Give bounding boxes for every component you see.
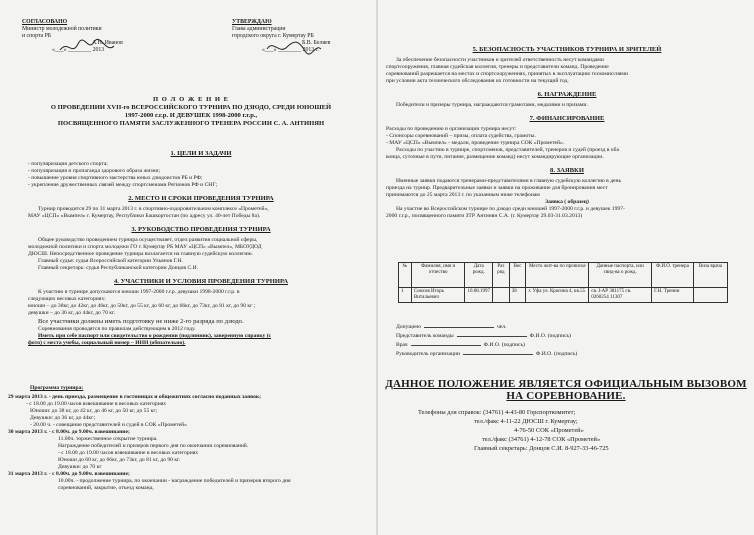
program-line: 10.00ч. - продолжение турнира, по окончании - награждение победителей и призеров второго дня [58,478,291,484]
table-cell: 10.08.1997 [465,288,493,303]
program-line: 29 марта 2013 г. - день приезда, размещение в гостиницах и общежитиях согласно поданных заявок; [8,394,261,400]
section7-line: конца, суточные в пути, питание, размещение команд) несут командирующие организации. [386,154,604,160]
section6-line: Победители и призеры турнира, награждаются грамотами, медалями и призами. [396,102,588,108]
section4-line: Иметь при себе паспорт или свидетельство о рождении (подлинник), заверенную справку (с [38,333,272,339]
section2-heading: 2. МЕСТО И СРОКИ ПРОВЕДЕНИЯ ТУРНИРА [128,195,274,202]
table-header-cell: Ф.И.О. тренера [652,263,694,288]
program-line: Девушки: до 70 кг [58,464,102,470]
table-cell [693,288,727,303]
program-line: Юноши до 60 кг, до 66кг, до 73кг, до 81 кг, до 90 кг. [58,457,181,463]
approval-left-date: «___» ________ 2013 [52,47,105,53]
section4-line: К участию в турнире допускаются юноши 1997-2000 г.г.р. девушки 1998-2000 г.г.р. в [38,289,240,295]
invitation-block [378,378,754,402]
program-block [8,385,376,492]
section5-line: За обеспечение безопасности участников и зрителей ответственность несут командами [396,57,604,63]
program-line: соревнований, закрытие, отъезд команд. [58,485,154,491]
table-cell [492,288,509,303]
section4-line: фото) с места учебы, социальный номер – ИНН (обязательно). [28,340,186,346]
contact-line: Телефоны для справок: (34761) 4-43-80 Горспорткомитет; [418,409,576,416]
signature-lines [396,322,736,358]
table-header-cell: Место жит-ва по прописке [526,263,589,288]
table-header-cell: Данные паспорта, или свид-ва о рожд. [589,263,652,288]
program-line: - с 18.00 до 19.00 часов взвешивание в весовых категориях [26,401,167,407]
section8-line: приезда на турнир. Предварительные заявки и заявки на проживание для бронирования мест [386,185,608,191]
right-column [378,0,754,535]
signature-line [396,331,736,340]
section6-heading: 6. НАГРАЖДЕНИЕ [537,91,597,98]
program-line: 31 марта 2013 г. - с 8.00ч. до 9.00ч. взвешивание; [8,471,130,477]
program-line: Девушки: до 36 кг, до 44кг; [30,415,95,421]
table-cell: Г.Н. Тренин [652,288,694,303]
section4-heading: 4. УЧАСТНИКИ И УСЛОВИЯ ПРОВЕДЕНИЯ ТУРНИРА [114,278,288,285]
section3-line: Общее руководство проведением турнира осуществляет, отдел развития социальной сферы, [38,237,258,243]
invitation-line2: НА СОРЕВНОВАНИЕ. [506,390,626,402]
table-header-cell: Фамилия, имя и отчество [411,263,465,288]
sample-text: 2000 г.г.р., посвященного памяти ЗТР Антинян С.А. (г. Кумертау 29.03-31.03.2013) [386,213,583,219]
section8-line: принимаются до 25 марта 2013 г. по указанным ниже телефонам [386,192,540,198]
section3-line: молодежной политики и спорта молодежи ГО г. Кумертау РБ МАУ «ЦСП» «Вымпел», МБОУДОД [28,244,262,250]
contact-line: 4-76-50 СОК «Прометей» [514,427,584,434]
signature-line-label: Руководитель организации [396,351,460,357]
section2-line: МАУ «ЦСП» «Вымпел» г. Кумертау, Республики Башкортостан (по адресу ул. 40-лет Победы 8а). [28,213,261,219]
signature-line [396,349,736,358]
table-header-cell: Дата рожд. [465,263,493,288]
section3-line: Главный судья: судья Всероссийской категории Ульянов Г.Н. [38,258,183,264]
signature-right-icon [265,37,323,59]
title-line1: О ПРОВЕДЕНИИ XVII-го ВСЕРОССИЙСКОГО ТУРНИРА ПО ДЗЮДО, СРЕДИ ЮНОШЕЙ [50,104,332,111]
section3-line: ДЮСШ. Непосредственное проведение турнира возлагается на главную судейскую коллегию. [28,251,253,257]
section2-line: Турнир проводится 29 по 31 марта 2013 г. в спортивно-оздоровительном комплексе «Прометей», [38,206,269,212]
section3-heading: 3. РУКОВОДСТВО ПРОВЕДЕНИЯ ТУРНИРА [131,226,271,233]
section4-line: девушки – до 36 кг, до 44кг, до 70 кг. [28,310,116,316]
section7-line: - Спонсоры соревнований – призы, оплата судейства, грамоты. [386,133,536,139]
program-line: - 20.00 ч. - совещание представителей и судей в СОК «Прометей» [30,422,187,428]
signature-line [396,322,736,331]
invitation-line1: ДАННОЕ ПОЛОЖЕНИЕ ЯВЛЯЕТСЯ ОФИЦИАЛЬНЫМ ВЫЗОВОМ [385,378,747,390]
section5-line: при условии акта технического обследования их готовности на текущий год. [386,78,569,84]
section7-heading: 7. ФИНАНСИРОВАНИЕ [529,115,605,122]
contacts-block [398,408,738,453]
application-table-wrap [378,262,728,303]
title-line2: 1997-2000 г.г.р. И ДЕВУШЕК 1998-2000 г.г.р., [124,112,258,119]
approval-left-line1: Министр молодежной политики [22,26,102,32]
right-body [386,40,748,220]
signature-line-label: Врач [396,342,408,348]
section4-line: Соревнования проводятся по правилам действующим в 2012 году. [38,326,196,332]
table-cell: 1 [399,288,412,303]
approval-right-line1: Глава администрации [232,26,286,32]
signature-line-label: Представитель команды [396,333,454,339]
section1-item: - популяризация детского спорта; [28,161,108,167]
table-header-cell: Виза врача [693,263,727,288]
signature-left-icon [58,36,118,58]
table-header-cell: Раз ряд [492,263,509,288]
section4-line: следующих весовых категориях: [28,296,106,302]
sample-text: На участие во Всероссийском турнире по дзюдо среди юношей 1997-2000 г.г.р. и девушек 1997- [396,206,625,212]
signature-line [396,340,736,349]
contact-line: Главный секретарь: Донцов С.И. 8-927-33-46-725 [474,445,609,452]
left-body [28,144,374,347]
section5-line: спортсооружения, главная судейская коллегия, тренеры и представители команд. Проведение [386,64,609,70]
table-cell: св. I-AР 381175 св. 0260254 11307 [589,288,652,303]
signature-line-suffix: Ф.И.О. (подпись) [529,333,571,339]
program-heading: Программа турнира: [30,385,84,391]
section1-heading: 1. ЦЕЛИ И ЗАДАЧИ [170,150,232,157]
table-cell: Сомсов Игорь Витальевич [411,288,465,303]
section3-line: Главный секретарь: судья Республиканской категории Донцов С.И. [38,265,199,271]
program-line: Награждение победителей и призеров первого дня по окончании соревнований. [58,443,249,449]
approval-left-signer: А.Н. Иванов [92,40,123,46]
signature-line-suffix: Ф.И.О. (подпись) [535,351,578,357]
program-line: 11.00ч. торжественное открытие турнира. [58,436,158,442]
section8-line: Именные заявки подаются тренерами-представителями в главную судейскую коллегию в день [396,178,622,184]
section1-item: - укрепление дружественных связей между спортсменами Регионов РФ и СНГ; [28,182,218,188]
section5-heading: 5. БЕЗОПАСНОСТЬ УЧАСТНИКОВ ТУРНИРА И ЗРИТЕЛЕЙ [472,46,662,53]
application-table [398,262,728,303]
title-block [8,96,374,128]
signature-line-suffix: Ф.И.О. (подпись) [483,342,525,348]
signature-line-suffix: чел. [496,324,507,330]
contact-line: тел./факс 4-11-22 ДЮСШ г. Кумертау; [474,418,578,425]
approval-left-line2: и спорта РБ [22,33,52,39]
table-row [399,288,728,303]
title-line3: ПОСВЯЩЕННОГО ПАМЯТИ ЗАСЛУЖЕННОГО ТРЕНЕРА РОССИИ С. А. АНТИНЯН [57,120,325,127]
title-word: П О Л О Ж Е Н И Е [152,96,230,103]
program-line: 30 марта 2013 г. - с 8.00ч. до 9.00ч. взвешивание; [8,429,130,435]
section7-line: - МАУ «ЦСП» «Вымпел» - медали, проведение турнира СОК «Прометей». [386,140,565,146]
section7-line: Расходы по проведению и организации турнира несут: [386,126,517,132]
table-cell: 38 [509,288,526,303]
contact-line: тел./факс (34761) 4-12-78 СОК «Прометей» [482,436,601,443]
approval-right-label: УТВЕРЖДАЮ [232,19,272,25]
signature-line-label: Допущено [396,324,421,330]
section1-item: - повышение уровня спортивного мастерства юных дзюдоистов РБ и РФ; [28,175,203,181]
approval-right-date: «___» ________ 2013 г. [262,47,319,53]
section5-line: соревнований разрешается на местах и спортсооружениях, принятых в эксплуатацию госкомиссиями [386,71,628,77]
sample-label: Заявка ( образец) [545,199,589,205]
table-header-cell: Вес [509,263,526,288]
section1-item: - популяризация и пропаганда здорового образа жизни; [28,168,161,174]
table-header-row [399,263,728,288]
program-line: Юноши: до 38 кг, до 42 кг, до 46 кг, до 50 кг, до 55 кг; [30,408,158,414]
approval-right-line2: городского округа г. Кумертау РБ [232,33,314,39]
program-line: - с 18.00 до 19.00 часов взвешивание в весовых категориях [58,450,199,456]
table-cell: г. Уфа ул. Красина 4, кв.55 [526,288,589,303]
table-header-cell: № [399,263,412,288]
section4-line: Все участники должны иметь подготовку не ниже 2-го разряда по дзюдо. [38,318,244,325]
approval-right-signer: Б.В. Беляев [302,40,331,46]
section8-heading: 8. ЗАЯВКИ [550,167,584,174]
approval-left-label: СОГЛАСОВАНО [22,19,68,25]
section4-line: юноши – до 38кг, до 42кг, до 46кг, до 50кг, до 55 кг, до 60 кг, до 66кг, до 73кг, до 81 кг, до 90 кг ; [28,303,256,309]
section7-line: Расходы по участию в турнире, спортсменов, представителей, тренеров и судей (проезд в оба [396,147,619,153]
